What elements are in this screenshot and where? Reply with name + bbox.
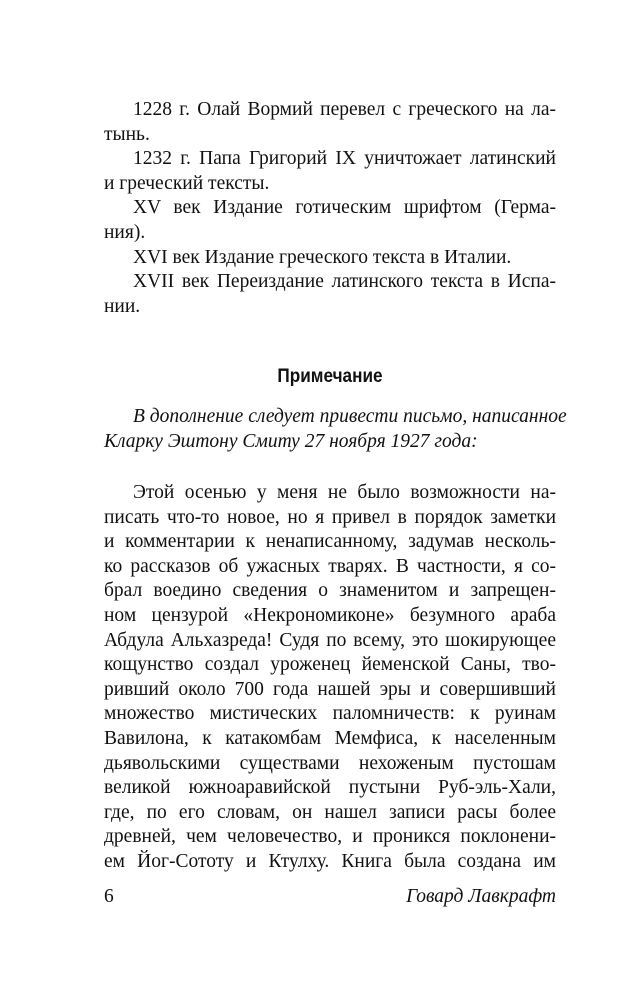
text-line: множество мистических паломничеств: к руинам [104, 703, 556, 725]
text-line: ном цензурой «Некрономиконе» безумного араба [104, 604, 556, 626]
text-line: великой южноаравийской пустыни Руб-эль-Хали, [104, 777, 556, 799]
text-line: и греческий тексты. [104, 172, 270, 194]
text-line: тынь. [104, 123, 150, 145]
text-line: ривший около 700 года нашей эры и совершивший [104, 678, 556, 700]
text-line: ко рассказов об ужасных тварях. В частности, я со- [104, 555, 556, 577]
text-line: XVI век Издание греческого текста в Италии. [133, 246, 512, 268]
text-line: 1232 г. Папа Григорий IX уничтожает латинский [133, 148, 556, 170]
text-line: Кларку Эштону Смиту 27 ноября 1927 года: [104, 430, 478, 452]
text-line: Вавилона, к катакомбам Мемфиса, к населенным [104, 727, 556, 749]
text-line: и комментарии к ненаписанному, задумав несколь- [104, 531, 556, 553]
section-heading: Примечание [277, 365, 383, 387]
chronology-list [104, 98, 556, 319]
text-line: ния). [104, 221, 146, 243]
chronology-entry [104, 196, 556, 245]
intro-paragraph [104, 405, 567, 454]
text-line: ем Йог-Сототу и Ктулху. Книга была создана им [104, 850, 556, 872]
running-author: Говард Лавкрафт [406, 886, 556, 907]
text-line: Абдула Альхазреда! Судя по всему, это шокирующее [104, 629, 556, 651]
text-line: нии. [104, 295, 141, 317]
chronology-entry [104, 147, 556, 196]
text-line: XVII век Переиздание латинского текста в Испа- [133, 271, 556, 293]
text-line: где, по его словам, он нашел записи расы более [104, 801, 556, 823]
chronology-entry [104, 270, 556, 319]
page-footer [104, 885, 556, 909]
text-line: дьявольскими существами нехоженым пустошам [104, 752, 556, 774]
text-line: кощунство создал уроженец йеменской Саны, тво- [104, 654, 556, 676]
letter-paragraph [104, 481, 556, 875]
chronology-entry [104, 98, 556, 147]
text-line: XV век Издание готическим шрифтом (Герма- [133, 197, 556, 219]
text-line: В дополнение следует привести письмо, написанное [133, 406, 567, 427]
text-line: 1228 г. Олай Вормий перевел с греческого на ла- [133, 99, 556, 120]
text-line: древней, чем человечество, и проникся поклонени- [104, 826, 556, 848]
chronology-entry [104, 246, 556, 271]
text-line: Этой осенью у меня не было возможности на- [133, 482, 556, 503]
text-line: писать что-то новое, но я привел в порядок заметки [104, 506, 556, 528]
page-number: 6 [104, 886, 114, 907]
text-line: брал воедино сведения о знаменитом и запрещен- [104, 580, 556, 602]
